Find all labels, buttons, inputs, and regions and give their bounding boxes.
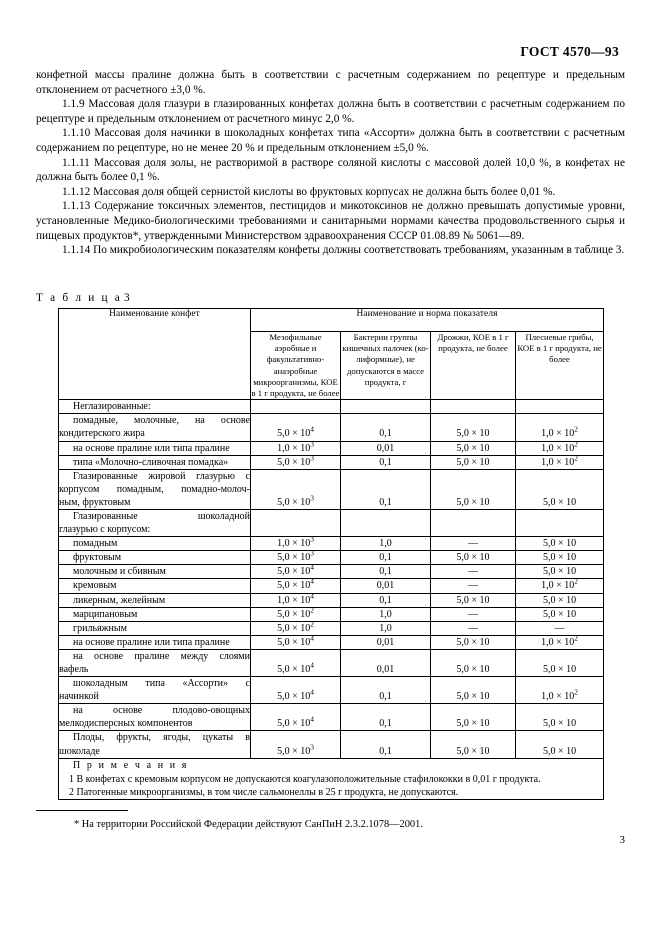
table-header-row-group (59, 309, 604, 332)
row-value-coliform (341, 414, 431, 441)
document-header: ГОСТ 4570—93 (520, 44, 619, 59)
body-text-block (36, 68, 625, 258)
row-value-mesophilic (251, 621, 341, 635)
value-exponent: 4 (310, 577, 314, 587)
row-value-mesophilic (251, 649, 341, 676)
value-text: $5,0 \times 10^2$ (277, 619, 314, 634)
value-exponent: 3 (310, 742, 314, 752)
row-label-cell (59, 455, 251, 469)
row-value-mold (516, 649, 604, 676)
row-value-coliform (341, 537, 431, 551)
value-spacer (431, 677, 515, 690)
row-value-mesophilic (251, 731, 341, 758)
value-text: 0,1 (379, 428, 392, 440)
row-value-mold (516, 537, 604, 551)
row-value-coliform (341, 635, 431, 649)
value-exponent: 3 (310, 453, 314, 463)
row-value-yeast (431, 400, 516, 414)
value-text: 0,01 (376, 442, 395, 454)
value-spacer (251, 677, 340, 690)
row-label-cell (59, 649, 251, 676)
value-text: 5,0 × 10 (542, 664, 577, 675)
row-label-cell (59, 621, 251, 635)
value-text: $1,0 \times 10^2$ (541, 425, 578, 440)
value-text: 5,0 × 10 (542, 538, 577, 550)
value-text: 5,0 × 10 (542, 552, 577, 564)
row-label-line: ликерным, желейным (73, 594, 166, 606)
table-row (59, 593, 604, 607)
row-label-line: на основе плодово-овощных (73, 705, 250, 717)
row-label-line: фруктовым (73, 552, 122, 564)
row-label-cell (59, 565, 251, 579)
row-label-line: Глазированные жировой глазурью с (73, 470, 250, 482)
row-label-line: ным, фруктовым (59, 496, 131, 508)
row-value-coliform (341, 455, 431, 469)
paragraph-1-1-10: 1.1.10 Массовая доля начинки в шоколадных конфетах типа «Ассорти» должна быть в соответствии с расчетным содержанием по рецептуре, но не менее 20 % и предельным отклонением ±5,0 %. (36, 127, 625, 154)
value-text: 0,1 (379, 566, 392, 578)
row-value-coliform (341, 593, 431, 607)
table-row (59, 607, 604, 621)
row-value-coliform (341, 704, 431, 731)
row-value-mold (516, 635, 604, 649)
value-text: 0,1 (379, 594, 392, 606)
table-notes-row (59, 758, 604, 800)
value-exponent: 3 (310, 493, 314, 503)
row-value-coliform (341, 621, 431, 635)
row-value-yeast (431, 509, 516, 536)
row-label-line: шоколадным типа «Ассорти» с (73, 678, 250, 690)
row-value-coliform (341, 400, 431, 414)
row-value-coliform (341, 731, 431, 758)
value-spacer (341, 510, 430, 523)
value-text: 1,0 (379, 608, 392, 620)
value-spacer (516, 510, 603, 523)
value-exponent: 4 (310, 425, 314, 435)
row-label-cell (59, 731, 251, 758)
value-text: 0,01 (376, 636, 395, 648)
value-exponent: 2 (574, 577, 578, 587)
value-text: 5,0 × 10 (456, 664, 490, 675)
row-label-line: помадным (73, 538, 118, 550)
paragraph-1-1-14: 1.1.14 По микробиологическим показателям конфеты должны соответствовать требованиям, указанным в таблице 3. (62, 244, 625, 257)
row-label-line: шоколаде (59, 745, 100, 757)
row-value-yeast (431, 441, 516, 455)
value-spacer (516, 523, 603, 536)
value-exponent: 2 (574, 439, 578, 449)
table-row (59, 400, 604, 414)
row-value-yeast (431, 537, 516, 551)
value-spacer (341, 523, 430, 536)
value-text: 5,0 × 10 (456, 691, 490, 703)
table-row (59, 731, 604, 758)
value-text: $5,0 \times 10^4$ (277, 563, 314, 578)
value-text: — (468, 566, 478, 578)
value-exponent: 2 (574, 453, 578, 463)
value-text: 5,0 × 10 (542, 718, 577, 730)
value-spacer (341, 483, 430, 496)
value-text: 1,0 (379, 538, 392, 550)
value-spacer (431, 731, 515, 744)
row-value-mold (516, 509, 604, 536)
value-text: 5,0 × 10 (456, 428, 490, 440)
table-row (59, 441, 604, 455)
row-value-mold (516, 441, 604, 455)
row-label-line: начинкой (59, 691, 99, 703)
row-label-line: на основе пралине между слоями (73, 650, 250, 662)
row-value-coliform (341, 565, 431, 579)
value-text: — (468, 580, 478, 592)
value-text: 5,0 × 10 (456, 456, 490, 468)
table-row (59, 414, 604, 441)
value-text: $5,0 \times 10^3$ (277, 453, 314, 468)
value-text: $5,0 \times 10^4$ (277, 660, 314, 675)
value-text: $5,0 \times 10^4$ (277, 687, 314, 703)
row-label-cell (59, 400, 251, 414)
row-value-mold (516, 565, 604, 579)
value-spacer (341, 650, 430, 663)
value-spacer (516, 483, 603, 496)
row-value-yeast (431, 621, 516, 635)
row-label-cell (59, 509, 251, 536)
value-text: $5,0 \times 10^4$ (277, 425, 314, 440)
value-text: $5,0 \times 10^3$ (277, 548, 314, 564)
row-value-mold (516, 704, 604, 731)
value-spacer (516, 414, 603, 427)
value-text: $1,0 \times 10^2$ (541, 633, 578, 648)
value-text: 5,0 × 10 (542, 496, 577, 508)
value-text: $5,0 \times 10^2$ (277, 605, 314, 620)
table-row (59, 469, 604, 509)
row-value-yeast (431, 635, 516, 649)
value-spacer (516, 470, 603, 483)
row-value-mold (516, 400, 604, 414)
table-row (59, 704, 604, 731)
note-item-1: 1 В конфетах с кремовым корпусом не допускаются коагулазоположительные стафилококки в 0,01 г продукта. (69, 773, 541, 785)
table-row (59, 621, 604, 635)
row-value-yeast (431, 455, 516, 469)
value-text: — (468, 608, 478, 620)
value-spacer (251, 650, 340, 663)
row-value-mesophilic (251, 414, 341, 441)
header-cell-name: Наименование конфет (59, 309, 251, 400)
row-value-mold (516, 414, 604, 441)
value-exponent: 3 (310, 439, 314, 449)
value-spacer (341, 704, 430, 717)
value-exponent: 4 (310, 687, 314, 697)
table-row (59, 509, 604, 536)
table-row (59, 537, 604, 551)
value-text: 5,0 × 10 (542, 594, 577, 606)
value-exponent: 4 (310, 633, 314, 643)
row-label-cell (59, 635, 251, 649)
row-value-mesophilic (251, 455, 341, 469)
row-value-coliform (341, 441, 431, 455)
row-label-line: Плоды, фрукты, ягоды, цукаты в (73, 732, 250, 744)
header-cell-yeast: Дрожжи, КОЕ в 1 г продукта, не более (431, 332, 516, 400)
value-text: 0,1 (379, 745, 392, 757)
row-label-cell (59, 537, 251, 551)
row-value-mesophilic (251, 579, 341, 593)
value-exponent: 3 (310, 534, 314, 544)
row-value-mold (516, 677, 604, 704)
row-value-coliform (341, 551, 431, 565)
value-text: $5,0 \times 10^4$ (277, 715, 314, 730)
row-value-coliform (341, 607, 431, 621)
value-spacer (431, 483, 515, 496)
row-value-yeast (431, 607, 516, 621)
row-value-mold (516, 455, 604, 469)
footnote-separator (36, 810, 128, 811)
row-label-line: Глазированные шоколадной (73, 510, 250, 522)
value-exponent: 4 (310, 660, 314, 670)
value-spacer (341, 400, 430, 413)
value-text: 5,0 × 10 (456, 552, 490, 564)
row-label-line: на основе пралине или типа пралине (73, 442, 230, 454)
value-exponent: 2 (574, 425, 578, 435)
row-value-coliform (341, 469, 431, 509)
value-text: 5,0 × 10 (542, 608, 577, 620)
row-label-cell (59, 704, 251, 731)
table-row (59, 565, 604, 579)
row-value-mesophilic (251, 677, 341, 704)
value-text: 0,1 (379, 691, 392, 703)
notes-title: П р и м е ч а н и я (73, 759, 189, 771)
row-label-cell (59, 441, 251, 455)
row-value-yeast (431, 551, 516, 565)
table-notes-cell (59, 758, 604, 800)
row-value-mold (516, 731, 604, 758)
value-text: — (554, 622, 565, 634)
paragraph-1-1-9: 1.1.9 Массовая доля глазури в глазированных конфетах должна быть в соответствии с расчетным содержанием по рецептуре и предельным отклонением от расчетного минус 2,0 %. (36, 98, 625, 125)
table-row (59, 551, 604, 565)
row-label-line: Неглазированные: (73, 401, 151, 413)
value-text: $1,0 \times 10^2$ (541, 577, 578, 592)
row-label-line: глазурью с корпусом: (59, 524, 151, 536)
value-spacer (251, 414, 340, 427)
value-exponent: 3 (310, 548, 314, 558)
row-value-yeast (431, 414, 516, 441)
row-value-mesophilic (251, 635, 341, 649)
row-value-yeast (431, 593, 516, 607)
value-text: — (468, 622, 478, 634)
value-spacer (251, 510, 340, 523)
value-text: $1,0 \times 10^3$ (277, 534, 314, 550)
value-spacer (431, 523, 515, 536)
value-spacer (251, 483, 340, 496)
row-value-mold (516, 551, 604, 565)
value-spacer (341, 470, 430, 483)
value-exponent: 4 (310, 591, 314, 601)
value-text: $1,0 \times 10^2$ (541, 439, 578, 454)
row-label-line: марципановым (73, 608, 138, 620)
value-exponent: 2 (310, 619, 314, 629)
value-spacer (341, 414, 430, 427)
value-text: $1,0 \times 10^2$ (541, 453, 578, 468)
value-text: $1,0 \times 10^2$ (541, 687, 578, 703)
row-label-line: на основе пралине или типа пралине (73, 636, 230, 648)
table-row (59, 579, 604, 593)
note-item-2: 2 Патогенные микроорганизмы, в том числе сальмонеллы в 25 г продукта, не допускаются. (69, 787, 459, 799)
row-value-coliform (341, 677, 431, 704)
row-value-yeast (431, 469, 516, 509)
value-spacer (251, 731, 340, 744)
value-spacer (251, 400, 340, 413)
row-value-mesophilic (251, 441, 341, 455)
value-spacer (516, 677, 603, 690)
row-label-cell (59, 677, 251, 704)
paragraph-continued: конфетной массы пралине должна быть в соответствии с расчетным содержанием по рецептуре и предельным отклонением от расчетного ±3,0 %. (36, 69, 625, 96)
row-value-mold (516, 469, 604, 509)
value-text: 0,01 (376, 664, 395, 675)
value-text: 5,0 × 10 (456, 636, 490, 648)
row-label-line: вафель (59, 664, 89, 675)
row-label-cell (59, 551, 251, 565)
value-spacer (251, 470, 340, 483)
paragraph-1-1-12: 1.1.12 Массовая доля общей сернистой кислоты во фруктовых корпусах не должна быть более 0,01 %. (62, 185, 556, 198)
row-label-cell (59, 593, 251, 607)
value-text: 5,0 × 10 (456, 718, 490, 730)
value-spacer (341, 731, 430, 744)
value-spacer (431, 650, 515, 663)
row-value-yeast (431, 565, 516, 579)
value-text: — (468, 538, 478, 550)
value-exponent: 2 (574, 687, 578, 697)
row-value-mold (516, 607, 604, 621)
row-value-mesophilic (251, 400, 341, 414)
value-text: $5,0 \times 10^4$ (277, 577, 314, 592)
value-spacer (251, 704, 340, 717)
table-caption (36, 292, 130, 304)
value-spacer (431, 704, 515, 717)
row-value-yeast (431, 677, 516, 704)
value-spacer (431, 400, 515, 413)
value-text: 1,0 (379, 622, 392, 634)
header-cell-group: Наименование и норма показателя (251, 309, 604, 332)
table-row (59, 455, 604, 469)
table-caption-label: Т а б л и ц а (36, 292, 122, 304)
value-text: 5,0 × 10 (456, 442, 490, 454)
value-text: 0,1 (379, 718, 392, 730)
value-text: 5,0 × 10 (456, 745, 490, 757)
value-text: 5,0 × 10 (456, 496, 490, 508)
value-spacer (341, 677, 430, 690)
table-head (59, 309, 604, 400)
header-cell-mesophilic: Мезофильные аэробные и факультативно-анаэробные микроорганизмы, КОЕ в 1 г продукта, не более (251, 332, 340, 399)
row-value-mesophilic (251, 509, 341, 536)
value-exponent: 4 (310, 563, 314, 573)
value-text: 0,1 (379, 456, 392, 468)
value-text: $5,0 \times 10^4$ (277, 633, 314, 648)
value-text: $1,0 \times 10^3$ (277, 439, 314, 454)
row-label-cell (59, 579, 251, 593)
row-label-line: корпусом помадным, помадно-молоч- (59, 483, 250, 495)
table-caption-number: 3 (123, 292, 130, 304)
value-spacer (251, 523, 340, 536)
row-value-coliform (341, 509, 431, 536)
microbiology-table (58, 308, 604, 800)
paragraph-1-1-13: 1.1.13 Содержание токсичных элементов, пестицидов и микотоксинов не должно превышать допустимые уровни, установленные Медико-биологическими требованиями и санитарными нормами качества продовольственного сырья и пищевых продуктов*, утвержденными Министерством здравоохранения СССР 01.08.89 № 5061—89. (36, 200, 625, 242)
row-value-yeast (431, 731, 516, 758)
row-label-line: грильяжным (73, 622, 127, 634)
value-exponent: 2 (574, 633, 578, 643)
value-text: 0,01 (376, 580, 395, 592)
value-exponent: 2 (310, 605, 314, 615)
row-value-yeast (431, 579, 516, 593)
row-label-line: типа «Молочно-сливочная помадка» (73, 456, 229, 468)
row-label-cell (59, 414, 251, 441)
row-label-line: молочным и сбивным (73, 566, 166, 578)
value-text: 5,0 × 10 (542, 566, 577, 578)
row-value-mold (516, 579, 604, 593)
value-text: 5,0 × 10 (456, 594, 490, 606)
row-label-line: помадные, молочные, на основе (73, 415, 250, 427)
value-text: 0,1 (379, 552, 392, 564)
row-value-mesophilic (251, 469, 341, 509)
value-spacer (431, 414, 515, 427)
value-spacer (431, 510, 515, 523)
row-value-yeast (431, 704, 516, 731)
value-spacer (516, 650, 603, 663)
row-value-mesophilic (251, 704, 341, 731)
paragraph-1-1-11: 1.1.11 Массовая доля золы, не растворимой в растворе соляной кислоты с массовой долей 10,0 %, в конфетах не должна быть более 0,1 %. (36, 156, 625, 184)
value-text: $5,0 \times 10^3$ (277, 493, 314, 508)
value-spacer (516, 731, 603, 744)
header-cell-coliform: Бактерии группы кишечных палочек (ко-лиформные), не допускаются в массе продукта, г (341, 332, 431, 400)
table-row (59, 649, 604, 676)
row-value-mold (516, 593, 604, 607)
table-row (59, 677, 604, 704)
row-value-yeast (431, 649, 516, 676)
row-label-cell (59, 607, 251, 621)
row-value-mesophilic (251, 607, 341, 621)
row-label-cell (59, 469, 251, 509)
row-value-mesophilic (251, 548, 341, 565)
header-cell-mold: Плесневые грибы, КОЕ в 1 г продукта, не более (516, 332, 604, 400)
row-value-coliform (341, 649, 431, 676)
value-text: $1,0 \times 10^4$ (277, 591, 314, 606)
footnote-text: * На территории Российской Федерации действуют СанПиН 2.3.2.1078—2001. (74, 819, 423, 830)
table-row (59, 635, 604, 649)
value-spacer (516, 704, 603, 717)
value-text: $5,0 \times 10^3$ (277, 742, 314, 757)
table-body (59, 400, 604, 758)
value-spacer (516, 400, 603, 413)
value-spacer (431, 470, 515, 483)
row-value-mesophilic (251, 534, 341, 551)
row-label-line: кремовым (73, 580, 117, 592)
value-text: 5,0 × 10 (542, 745, 577, 757)
row-label-line: кондитерского жира (59, 428, 145, 440)
row-value-coliform (341, 579, 431, 593)
table-foot (59, 758, 604, 800)
page-number: 3 (619, 834, 625, 846)
value-text: 0,1 (379, 496, 392, 508)
row-value-mold (516, 621, 604, 635)
row-value-mesophilic (251, 565, 341, 579)
value-exponent: 4 (310, 715, 314, 725)
row-label-line: мелкодисперсных компонентов (59, 718, 193, 730)
row-value-mesophilic (251, 593, 341, 607)
